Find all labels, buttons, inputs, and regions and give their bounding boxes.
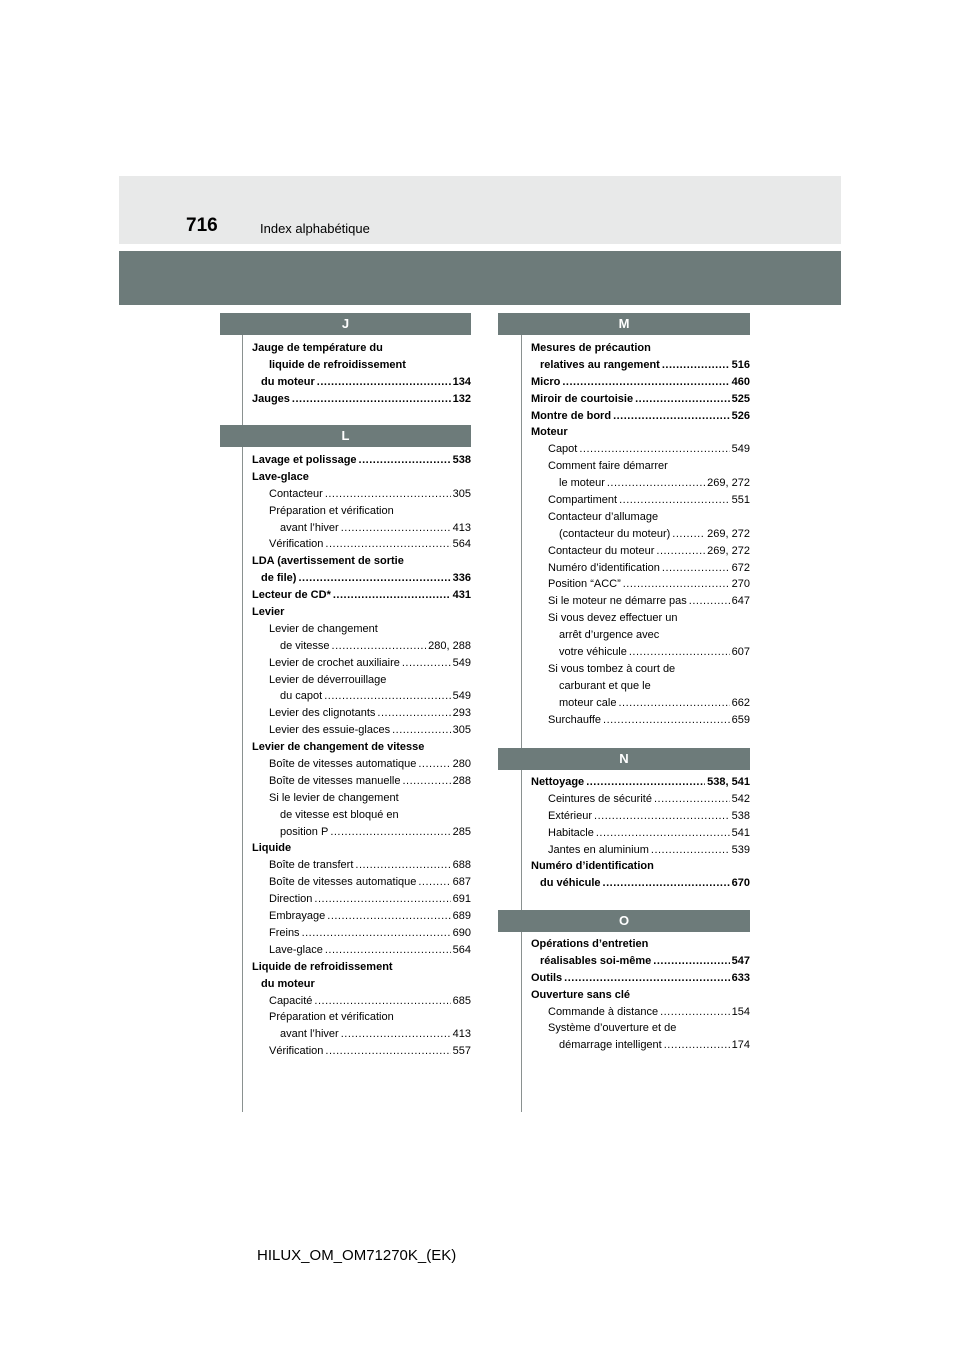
dot-leader (629, 644, 730, 661)
index-entry (252, 773, 471, 790)
entry-term: réalisables soi-même (540, 954, 652, 967)
index-entries-o (531, 936, 750, 1054)
letter-heading-l: L (220, 425, 471, 447)
entry-page-ref: 132 (452, 392, 471, 405)
index-entry (531, 576, 750, 593)
entry-page-ref: 280 (452, 758, 471, 771)
index-entry (531, 475, 750, 492)
entry-page-ref: 685 (452, 994, 471, 1007)
dot-leader (324, 688, 450, 705)
entry-term: Liquide (252, 842, 292, 855)
dot-leader (392, 722, 451, 739)
entry-page-ref: 154 (731, 1005, 750, 1018)
entry-term: Ouverture sans clé (531, 988, 631, 1001)
entry-term: Si le moteur ne démarre pas (548, 595, 687, 608)
dot-leader (656, 543, 705, 560)
index-entry (531, 712, 750, 729)
index-entry (531, 842, 750, 859)
entry-term: avant l’hiver (280, 1028, 339, 1041)
entry-page-ref: 305 (452, 487, 471, 500)
entry-term: Levier de changement (269, 622, 378, 635)
dot-leader (664, 1037, 730, 1054)
index-entry (252, 1026, 471, 1043)
entry-page-ref: 689 (452, 910, 471, 923)
entry-page-ref: 288 (452, 774, 471, 787)
entry-term: Lave-glace (269, 943, 323, 956)
entry-term: (contacteur du moteur) (559, 527, 671, 540)
entry-term: du moteur (261, 977, 315, 990)
dot-leader (332, 638, 427, 655)
index-entry (531, 424, 750, 441)
index-entry (531, 357, 750, 374)
index-entry (531, 875, 750, 892)
entry-term: Capacité (269, 994, 313, 1007)
letter-heading-o: O (498, 910, 750, 932)
index-entry (252, 874, 471, 891)
index-entry (252, 1043, 471, 1060)
entry-page-ref: 336 (452, 572, 471, 585)
entry-page-ref: 413 (452, 521, 471, 534)
index-entry (531, 526, 750, 543)
entry-term: démarrage intelligent (559, 1039, 662, 1052)
entry-page-ref: 564 (452, 538, 471, 551)
entry-page-ref: 549 (452, 656, 471, 669)
entry-page-ref: 174 (731, 1039, 750, 1052)
index-entry (252, 553, 471, 570)
index-entry (252, 374, 471, 391)
entry-page-ref: 690 (452, 926, 471, 939)
entry-term: Boîte de transfert (269, 859, 354, 872)
index-entry (252, 391, 471, 408)
entry-term: Miroir de courtoisie (531, 392, 634, 405)
entry-term: Moteur (531, 426, 568, 439)
index-entries-m (531, 340, 750, 728)
index-entry (252, 486, 471, 503)
entry-term: Vérification (269, 1045, 324, 1058)
letter-heading-n: N (498, 748, 750, 770)
index-entries-j (252, 340, 471, 408)
index-entry (531, 791, 750, 808)
entry-term: le moteur (559, 477, 605, 490)
entry-page-ref: 269, 272 (707, 544, 750, 557)
index-entry: Lecteur de CD * ..... 431 (252, 587, 471, 604)
entry-page-ref: 551 (731, 494, 750, 507)
index-entry (252, 705, 471, 722)
dot-leader (618, 695, 729, 712)
entry-term: Montre de bord (531, 409, 612, 422)
entry-term: Si vous tombez à court de (548, 662, 676, 675)
dot-leader (341, 1026, 451, 1043)
index-entry (252, 570, 471, 587)
index-entry (531, 1037, 750, 1054)
entry-term: Outils (531, 971, 563, 984)
entry-term: Si vous devez effectuer un (548, 612, 678, 625)
entry-term: Préparation et vérification (269, 504, 394, 517)
entry-term: Lecteur de CD (252, 589, 327, 602)
index-entry (531, 610, 750, 627)
entry-term: du capot (280, 690, 323, 703)
entry-page-ref: 687 (452, 876, 471, 889)
dot-leader (314, 891, 450, 908)
dot-leader (418, 756, 450, 773)
dot-leader (651, 842, 730, 859)
dot-leader (596, 825, 730, 842)
entry-term: Direction (269, 893, 313, 906)
entry-term: Jantes en aluminium (548, 843, 649, 856)
entry-page-ref: 293 (452, 707, 471, 720)
index-entry (252, 469, 471, 486)
entry-term: de file) (261, 572, 297, 585)
dot-leader (325, 1043, 450, 1060)
index-entry (252, 1009, 471, 1026)
entry-term: Nettoyage (531, 776, 585, 788)
entry-term: carburant et que le (559, 679, 651, 692)
entry-term: liquide de refroidissement (269, 358, 406, 371)
index-entry (531, 492, 750, 509)
index-entry (531, 543, 750, 560)
index-entry (252, 503, 471, 520)
index-entry (252, 340, 471, 357)
entry-page-ref: 691 (452, 893, 471, 906)
index-entry (531, 391, 750, 408)
entry-page-ref: 541 (731, 826, 750, 839)
dot-leader (377, 705, 450, 722)
index-entry (252, 840, 471, 857)
index-entry (531, 593, 750, 610)
entry-term: Numéro d’identification (548, 561, 660, 574)
entry-page-ref: 539 (731, 843, 750, 856)
page-number: 716 (186, 215, 218, 236)
dot-leader (402, 773, 450, 790)
index-entry (531, 509, 750, 526)
entry-term: de vitesse est bloqué en (280, 808, 399, 821)
index-entry (531, 661, 750, 678)
entry-term: Numéro d’identification (531, 860, 654, 873)
entry-term: Si le levier de changement (269, 791, 399, 804)
dot-leader (672, 526, 705, 543)
entry-page-ref: 607 (731, 646, 750, 659)
entry-term: Boîte de vitesses automatique (269, 876, 417, 889)
index-entries-l (252, 452, 471, 1060)
entry-page-ref: 564 (452, 943, 471, 956)
index-entry (531, 627, 750, 644)
entry-term: Lavage et polissage (252, 454, 357, 466)
dot-leader (355, 857, 450, 874)
entry-page-ref: 413 (452, 1028, 471, 1041)
entry-term: Levier de changement de vitesse (252, 741, 425, 754)
index-entry (252, 655, 471, 672)
dot-leader (579, 441, 729, 458)
index-entry (252, 993, 471, 1010)
entry-term: votre véhicule (559, 646, 627, 659)
dot-leader (603, 875, 730, 892)
dot-leader (402, 655, 451, 672)
dot-leader (325, 536, 450, 553)
entry-page-ref: 270 (731, 578, 750, 591)
entry-page-ref: 285 (452, 825, 471, 838)
entry-term: Levier (252, 606, 285, 619)
entry-page-ref: 538, 541 (707, 776, 750, 788)
entry-term: Ceintures de sécurité (548, 792, 652, 805)
dot-leader (327, 908, 450, 925)
entry-term: Compartiment (548, 494, 618, 507)
entry-page-ref: 538 (452, 454, 471, 466)
index-entry (252, 739, 471, 756)
entry-term: arrêt d’urgence avec (559, 629, 660, 642)
dot-leader (564, 970, 729, 987)
entry-term: Micro (531, 375, 561, 388)
entry-page-ref: 525 (731, 392, 750, 405)
entry-term: Levier des essuie-glaces (269, 724, 391, 737)
index-entry (531, 987, 750, 1004)
entry-term: Contacteur (269, 487, 323, 500)
dot-leader (594, 808, 730, 825)
entry-term: Système d’ouverture et de (548, 1022, 677, 1035)
entry-term: Levier des clignotants (269, 707, 376, 720)
index-entry (252, 976, 471, 993)
entry-page-ref: 549 (731, 443, 750, 456)
document-code: HILUX_OM_OM71270K_(EK) (257, 1247, 457, 1264)
entry-term: Freins (269, 926, 300, 939)
dot-leader (302, 925, 451, 942)
entry-page-ref: 662 (731, 696, 750, 709)
index-entry (252, 452, 471, 469)
index-entry (531, 678, 750, 695)
index-entry (252, 604, 471, 621)
dot-leader (603, 712, 730, 729)
entry-page-ref: 557 (452, 1045, 471, 1058)
dot-leader (359, 452, 451, 469)
entry-term: avant l’hiver (280, 521, 339, 534)
index-entry (531, 644, 750, 661)
entry-page-ref: 134 (452, 375, 471, 388)
entry-term: Habitacle (548, 826, 594, 839)
dot-leader (341, 520, 451, 537)
dot-leader (325, 486, 451, 503)
letter-heading-m: M (498, 313, 750, 335)
entry-term: Commande à distance (548, 1005, 659, 1018)
dot-leader (292, 391, 451, 408)
dot-leader (418, 874, 450, 891)
index-entry (252, 722, 471, 739)
entry-term: Extérieur (548, 809, 593, 822)
letter-heading-j: J (220, 313, 471, 335)
entry-term: moteur cale (559, 696, 617, 709)
entry-page-ref: 633 (731, 971, 750, 984)
index-entry (252, 942, 471, 959)
dot-leader (613, 408, 730, 425)
entry-page-ref: 547 (731, 954, 750, 967)
dot-leader (662, 560, 730, 577)
entry-term: Embrayage (269, 910, 326, 923)
index-entry (531, 774, 750, 791)
entry-term: Opérations d’entretien (531, 938, 649, 950)
dot-leader (317, 374, 451, 391)
entry-page-ref: 431 (452, 589, 471, 602)
dot-leader (619, 492, 730, 509)
entry-page-ref: 542 (731, 792, 750, 805)
index-entry (252, 638, 471, 655)
index-entries-n (531, 774, 750, 892)
entry-page-ref: 688 (452, 859, 471, 872)
right-column-rule (521, 326, 522, 1112)
index-entry (252, 857, 471, 874)
dot-leader (654, 791, 730, 808)
index-entry (531, 374, 750, 391)
index-entry (252, 807, 471, 824)
entry-term: de vitesse (280, 639, 330, 652)
header-band (119, 176, 841, 244)
index-entry (531, 953, 750, 970)
dot-leader (635, 391, 730, 408)
index-entry (531, 560, 750, 577)
entry-term: Levier de crochet auxiliaire (269, 656, 400, 669)
entry-term: Jauge de température du (252, 342, 383, 354)
entry-page-ref: 280, 288 (428, 639, 471, 652)
index-entry (531, 858, 750, 875)
index-entry (252, 621, 471, 638)
index-entry (252, 536, 471, 553)
index-entry (531, 340, 750, 357)
index-entry (252, 688, 471, 705)
index-entry (252, 824, 471, 841)
entry-term: Capot (548, 443, 578, 456)
dot-leader (298, 570, 450, 587)
index-entry (252, 520, 471, 537)
index-entry (252, 908, 471, 925)
index-entry (252, 925, 471, 942)
entry-term: Boîte de vitesses automatique (269, 758, 417, 771)
entry-term: Mesures de précaution (531, 342, 651, 354)
entry-term: Lave-glace (252, 470, 309, 483)
entry-page-ref: 460 (731, 375, 750, 388)
entry-term: Levier de déverrouillage (269, 673, 387, 686)
section-title: Index alphabétique (260, 221, 370, 236)
dot-leader (330, 824, 450, 841)
index-entry (531, 695, 750, 712)
dot-leader (562, 374, 729, 391)
index-entry (531, 1004, 750, 1021)
index-entry (531, 458, 750, 475)
entry-term: Contacteur d’allumage (548, 510, 659, 523)
dot-leader (314, 993, 450, 1010)
dot-leader (333, 587, 451, 604)
dot-leader (662, 357, 730, 374)
index-entry (531, 808, 750, 825)
entry-page-ref: 670 (731, 877, 750, 890)
entry-page-ref: 647 (731, 595, 750, 608)
entry-page-ref: 269, 272 (707, 477, 750, 490)
entry-term: Boîte de vitesses manuelle (269, 774, 401, 787)
entry-term: Comment faire démarrer (548, 460, 668, 473)
entry-term: Vérification (269, 538, 324, 551)
entry-page-ref: 549 (452, 690, 471, 703)
section-banner (119, 251, 841, 305)
entry-term: Position “ACC” (548, 578, 621, 591)
entry-page-ref: 672 (731, 561, 750, 574)
entry-page-ref: 538 (731, 809, 750, 822)
index-entry (252, 357, 471, 374)
entry-term: Jauges (252, 392, 290, 405)
entry-term: Contacteur du moteur (548, 544, 655, 557)
entry-term: Surchauffe (548, 713, 602, 726)
index-entry (531, 1020, 750, 1037)
entry-term: Préparation et vérification (269, 1011, 394, 1024)
entry-page-ref: 516 (731, 358, 750, 371)
entry-term: Liquide de refroidissement (252, 960, 393, 973)
index-entry (531, 970, 750, 987)
dot-leader (586, 774, 705, 791)
dot-leader (607, 475, 705, 492)
dot-leader (325, 942, 451, 959)
dot-leader (653, 953, 729, 970)
entry-term: du véhicule (540, 877, 601, 890)
index-entry (531, 936, 750, 953)
dot-leader (660, 1004, 730, 1021)
index-entry (252, 672, 471, 689)
index-entry (252, 891, 471, 908)
index-entry (252, 790, 471, 807)
index-entry (531, 408, 750, 425)
dot-leader (689, 593, 730, 610)
entry-page-ref: 526 (731, 409, 750, 422)
entry-term: du moteur (261, 375, 315, 388)
index-entry (531, 441, 750, 458)
index-entry (531, 825, 750, 842)
entry-term: position P (280, 825, 329, 838)
entry-term: relatives au rangement (540, 358, 660, 371)
entry-term: LDA (avertissement de sortie (252, 555, 404, 568)
index-entry (252, 756, 471, 773)
dot-leader (623, 576, 730, 593)
index-entry (252, 959, 471, 976)
entry-page-ref: 305 (452, 724, 471, 737)
entry-page-ref: 269, 272 (707, 527, 750, 540)
entry-page-ref: 659 (731, 713, 750, 726)
